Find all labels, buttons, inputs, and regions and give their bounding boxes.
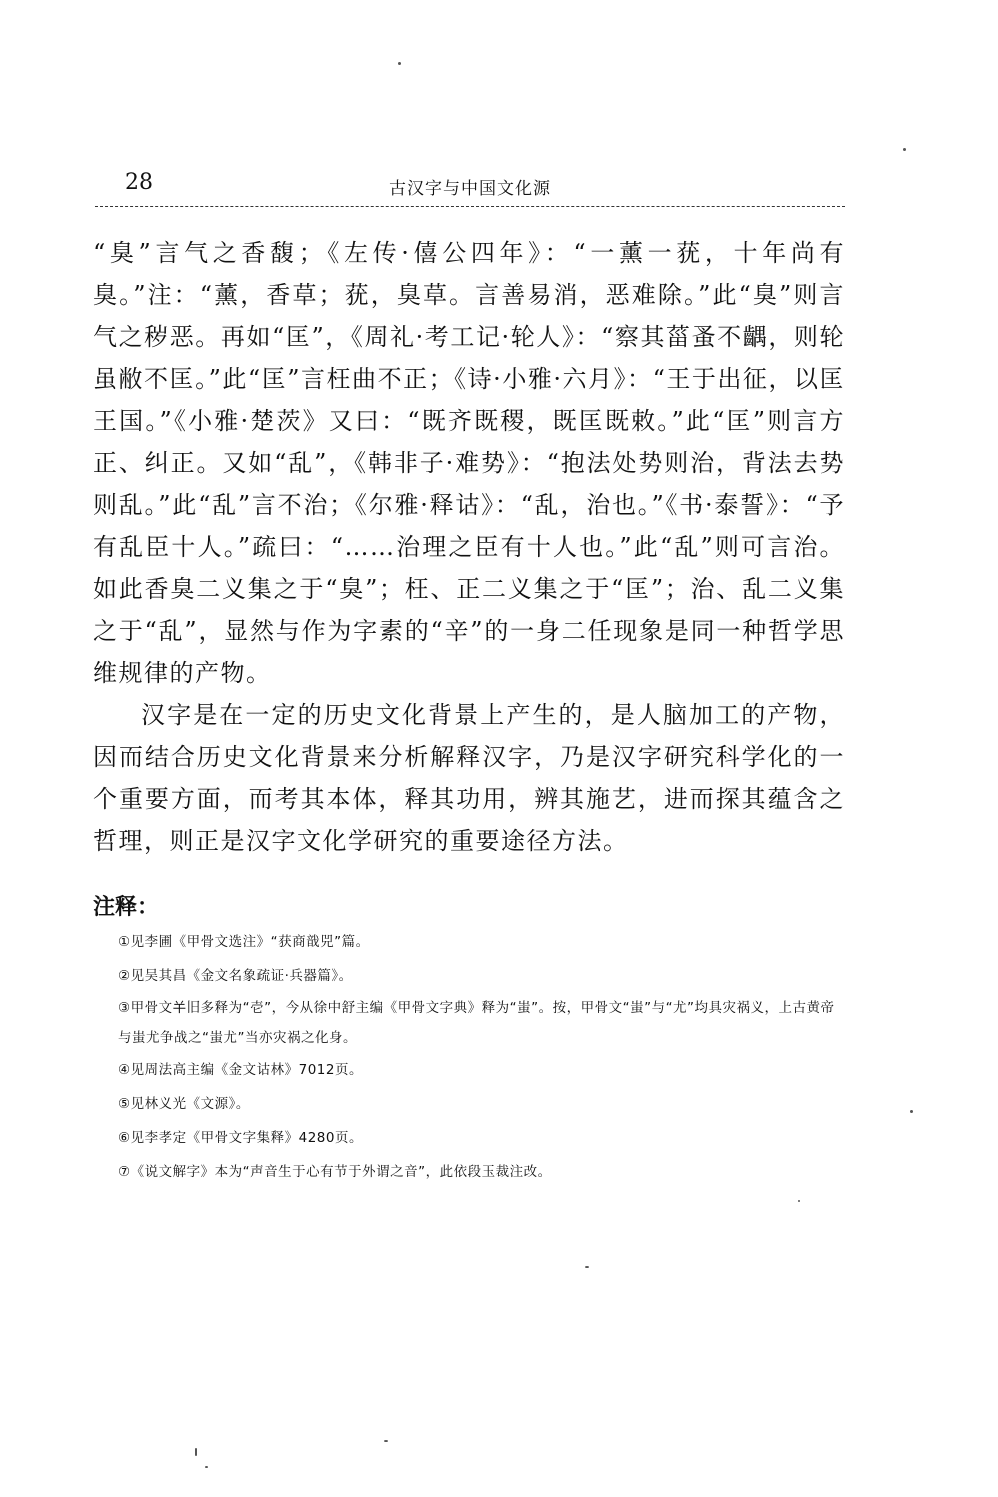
body-text <box>93 232 845 862</box>
scan-speck <box>195 1448 197 1456</box>
note-item-4: ④见周法高主编《金文诂林》7012页。 <box>118 1062 363 1078</box>
scan-speck <box>384 1440 388 1442</box>
note-item-5: ⑤见林义光《文源》。 <box>118 1096 250 1112</box>
scan-speck <box>910 1110 913 1113</box>
page-number: 28 <box>125 170 153 195</box>
page-header <box>95 170 845 200</box>
body-paragraph-1: “臭”言气之香馥；《左传·僖公四年》：“一薰一莸，十年尚有臭。”注：“薰，香草；莸，臭草。言善易消，恶难除。”此“臭”则言气之秽恶。再如“匡”，《周礼·考工记·轮人》：“察其菑蚤不齵，则轮虽敝不匡。”此“匡”言枉曲不正；《诗·小雅·六月》：“王于出征，以匡王国。”《小雅·楚茨》又曰：“既齐既稷，既匡既敕。”此“匡”则言方正、纠正。又如“乱”，《韩非子·难势》：“抱法处势则治，背法去势则乱。”此“乱”言不治；《尔雅·释诂》：“乱，治也。”《书·泰誓》：“予有乱臣十人。”疏曰：“……治理之臣有十人也。”此“乱”则可言治。如此香臭二义集之于“臭”；枉、正二义集之于“匡”；治、乱二义集之于“乱”，显然与作为字素的“辛”的一身二任现象是同一种哲学思维规律的产物。 <box>93 239 845 687</box>
scan-speck <box>585 1266 589 1268</box>
scan-speck <box>398 62 401 65</box>
scan-speck <box>903 148 906 151</box>
note-item-2: ②见吴其昌《金文名象疏证·兵器篇》。 <box>118 968 353 984</box>
running-title: 古汉字与中国文化源 <box>389 179 551 199</box>
notes-heading: 注释： <box>93 895 160 920</box>
header-rule <box>95 206 845 207</box>
notes-list <box>93 925 845 1189</box>
note-item-3: ③甲骨文𢆉旧多释为“壱”，今从徐中舒主编《甲骨文字典》释为“蚩”。按，甲骨文“蚩”与“尤”均具灾祸义，上古黄帝与蚩尤争战之“蚩尤”当亦灾祸之化身。 <box>118 1000 835 1046</box>
body-paragraph-2: 汉字是在一定的历史文化背景上产生的，是人脑加工的产物，因而结合历史文化背景来分析解释汉字，乃是汉字研究科学化的一个重要方面，而考其本体，释其功用，辨其施艺，进而探其蕴含之哲理，则正是汉字文化学研究的重要途径方法。 <box>93 701 845 855</box>
note-item-7: ⑦《说文解字》本为“声音生于心有节于外谓之音”，此依段玉裁注改。 <box>118 1164 552 1180</box>
note-item-1: ①见李圃《甲骨文选注》“获商戠兕”篇。 <box>118 934 370 950</box>
note-item-6: ⑥见李孝定《甲骨文字集释》4280页。 <box>118 1130 363 1146</box>
scan-speck <box>205 1466 208 1468</box>
scan-speck <box>798 1200 800 1202</box>
